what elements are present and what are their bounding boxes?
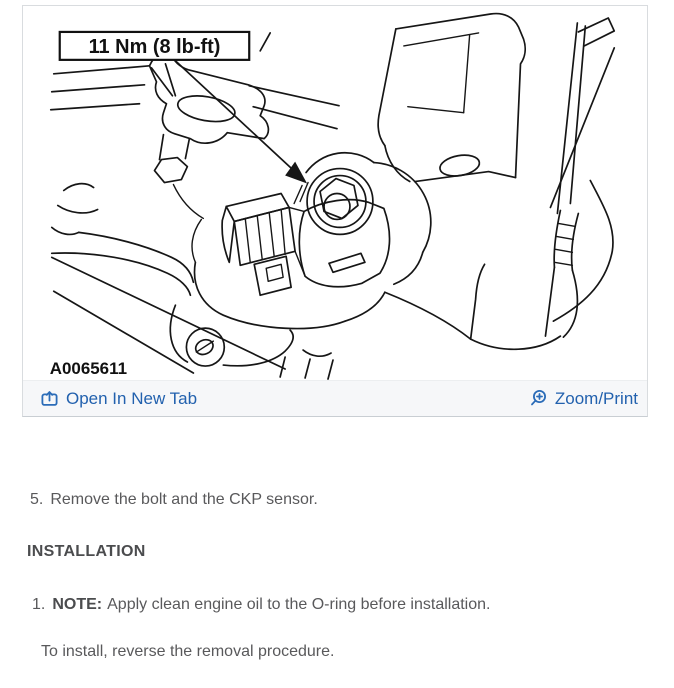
zoom-in-icon — [529, 389, 548, 408]
open-in-new-tab-link[interactable] — [41, 389, 197, 409]
installation-heading: INSTALLATION — [27, 543, 146, 560]
figure-card — [22, 5, 648, 417]
torque-callout-label: 11 Nm (8 lb-ft) — [88, 35, 221, 58]
figure-code-label: A0065611 — [49, 359, 128, 379]
open-in-new-tab-label: Open In New Tab — [66, 388, 198, 408]
step-1-line — [32, 596, 490, 614]
figure-toolbar — [23, 380, 647, 416]
engine-diagram — [23, 6, 647, 380]
step-5-number: 5. — [30, 491, 44, 508]
step-1-text: Apply clean engine oil to the O-ring before installation. — [107, 596, 491, 613]
zoom-print-label: Zoom/Print — [554, 388, 638, 408]
ckp-sensor-diagram-svg — [23, 6, 647, 380]
zoom-print-link[interactable] — [529, 389, 638, 409]
closing-line: To install, reverse the removal procedure. — [41, 643, 335, 660]
step-5-text: Remove the bolt and the CKP sensor. — [50, 491, 318, 508]
step-1-number: 1. — [32, 596, 46, 613]
open-in-new-tab-icon — [41, 390, 59, 407]
step-5-line — [30, 491, 318, 509]
step-1-note-label: NOTE: — [52, 596, 103, 613]
